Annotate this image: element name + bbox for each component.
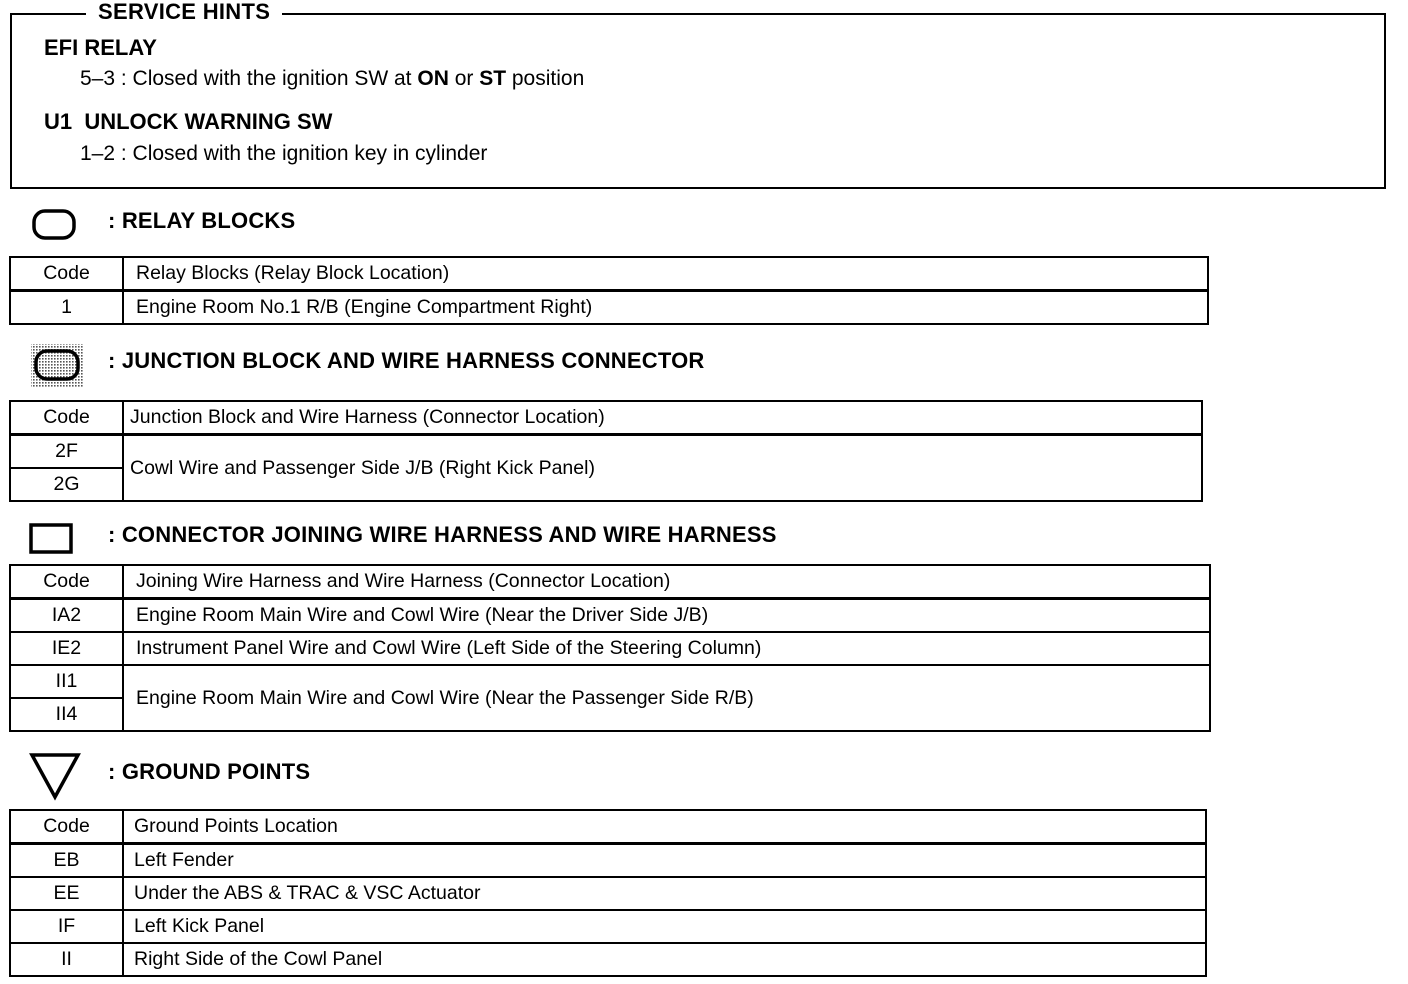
code-cell: EB (10, 844, 123, 878)
connector-icon (28, 521, 76, 557)
table-row (10, 599, 1210, 633)
efi-relay-hint (80, 66, 584, 92)
junction-block-icon (30, 343, 86, 389)
efi-relay-terminals: 5–3 (80, 67, 116, 90)
code-cell: II (10, 943, 123, 976)
service-hints-title: SERVICE HINTS (86, 0, 282, 24)
code-cell: II1 (10, 665, 123, 698)
relay-blocks-table (9, 256, 1209, 325)
junction-blocks-title: : JUNCTION BLOCK AND WIRE HARNESS CONNECTOR (108, 348, 705, 373)
efi-relay-on: ON (417, 67, 449, 90)
junction-blocks-table (9, 400, 1203, 502)
table-row (10, 665, 1210, 698)
relay-block-icon (32, 208, 78, 242)
ground-points-table (9, 809, 1207, 977)
code-cell: 2F (10, 435, 123, 469)
relay-blocks-title: : RELAY BLOCKS (108, 208, 296, 233)
location-cell: Cowl Wire and Passenger Side J/B (Right Kick Panel) (123, 435, 1202, 502)
efi-relay-text-post: position (506, 67, 585, 90)
location-cell: Under the ABS & TRAC & VSC Actuator (123, 877, 1206, 910)
unlock-warning-heading: U1 UNLOCK WARNING SW (44, 109, 333, 134)
ground-point-icon (28, 750, 82, 802)
code-header: Code (10, 810, 123, 844)
location-header: Junction Block and Wire Harness (Connector Location) (123, 401, 1202, 435)
code-header: Code (10, 257, 123, 291)
location-header: Relay Blocks (Relay Block Location) (123, 257, 1208, 291)
efi-relay-text-mid: or (448, 67, 480, 90)
table-header-row (10, 257, 1208, 291)
code-cell: 2G (10, 468, 123, 501)
efi-relay-st: ST (479, 67, 507, 90)
table-row (10, 291, 1208, 325)
location-cell: Engine Room Main Wire and Cowl Wire (Near the Passenger Side R/B) (123, 665, 1210, 731)
table-row (10, 943, 1206, 976)
table-row (10, 910, 1206, 943)
connectors-title: : CONNECTOR JOINING WIRE HARNESS AND WIRE HARNESS (108, 522, 777, 547)
code-cell: 1 (10, 291, 123, 325)
efi-relay-text-pre: : Closed with the ignition SW at (115, 67, 418, 90)
table-row (10, 877, 1206, 910)
table-header-row (10, 565, 1210, 599)
location-cell: Instrument Panel Wire and Cowl Wire (Left Side of the Steering Column) (123, 632, 1210, 665)
location-cell: Left Fender (123, 844, 1206, 878)
code-cell: IA2 (10, 599, 123, 633)
table-header-row (10, 810, 1206, 844)
location-header: Ground Points Location (123, 810, 1206, 844)
table-row (10, 435, 1202, 469)
code-cell: EE (10, 877, 123, 910)
ground-points-title: : GROUND POINTS (108, 759, 311, 784)
code-header: Code (10, 401, 123, 435)
location-header: Joining Wire Harness and Wire Harness (Connector Location) (123, 565, 1210, 599)
code-header: Code (10, 565, 123, 599)
code-cell: II4 (10, 698, 123, 731)
efi-relay-heading: EFI RELAY (44, 35, 157, 60)
unlock-warning-hint: 1–2 : Closed with the ignition key in cylinder (80, 142, 488, 165)
table-row (10, 844, 1206, 878)
code-cell: IF (10, 910, 123, 943)
location-cell: Engine Room Main Wire and Cowl Wire (Near the Driver Side J/B) (123, 599, 1210, 633)
location-cell: Engine Room No.1 R/B (Engine Compartment Right) (123, 291, 1208, 325)
location-cell: Left Kick Panel (123, 910, 1206, 943)
table-header-row (10, 401, 1202, 435)
code-cell: IE2 (10, 632, 123, 665)
table-row (10, 632, 1210, 665)
location-cell: Right Side of the Cowl Panel (123, 943, 1206, 976)
connectors-table (9, 564, 1211, 732)
